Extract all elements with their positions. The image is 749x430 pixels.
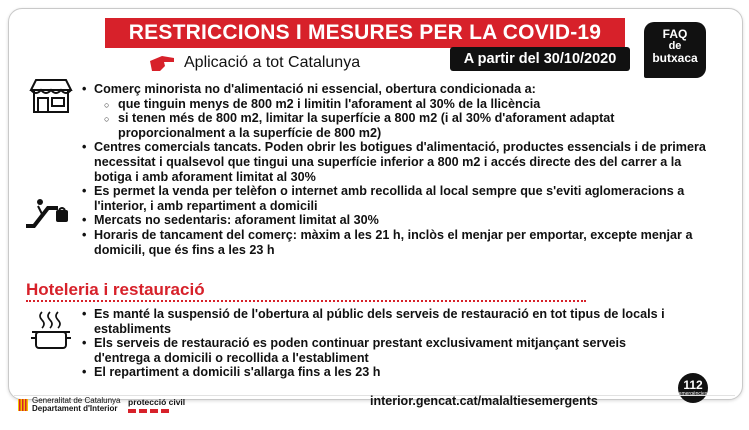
- footer-url-link[interactable]: interior.gencat.cat/malaltiesemergents: [370, 394, 598, 408]
- faq-line1: FAQ: [662, 27, 688, 41]
- gencat-logo: [18, 397, 121, 413]
- faq-badge: [644, 22, 706, 78]
- list-item: ○ si tenen més de 800 m2, limitar la superfície a 800 m2 (i al 30% d'aforament adaptat proporcionalment a la superfície de 800 m2): [104, 111, 722, 140]
- shop-icon: [28, 76, 74, 116]
- subtitle-text: Aplicació a tot Catalunya: [184, 54, 361, 71]
- hospitality-list: [82, 307, 682, 380]
- list-item: • El repartiment a domicili s'allarga fins a les 23 h: [82, 365, 682, 380]
- list-item: • Horaris de tancament del comerç: màxim a les 21 h, inclòs el menjar per emportar, excepte menjar a domicili, que és fins a les 23 h: [82, 228, 722, 257]
- list-item: • Comerç minorista no d'alimentació ni essencial, obertura condicionada a: ○ que tinguin menys de 800 m2 i limitin l'aforament al 30% de la llicència ○ si tenen més de 800 m2, limitar la superfície a 800 m2 (i al 30% d'aforament adaptat proporcionalment a la superfície de 800 m2): [82, 82, 722, 140]
- list-item: • Es permet la venda per telèfon o internet amb recollida al local sempre que s'eviti aglomeracions a l'interior, i amb repartiment a domicili: [82, 184, 722, 213]
- faq-line2: de: [668, 40, 682, 52]
- gencat-flag-icon: [18, 399, 28, 411]
- list-item: • Mercats no sedentaris: aforament limitat al 30%: [82, 213, 722, 228]
- cooking-pot-icon: [30, 310, 72, 354]
- commerce-sublist: [94, 97, 722, 141]
- page-title: RESTRICCIONS I MESURES PER LA COVID-19: [105, 18, 625, 48]
- faq-line3: butxaca: [652, 51, 698, 65]
- emergency-112-badge: [678, 373, 708, 403]
- hospitality-section: [82, 307, 682, 380]
- emergency-label: emergències: [678, 391, 708, 397]
- pointing-hand-icon: [148, 52, 176, 74]
- section-title-hospitality: Hoteleria i restauració: [26, 280, 205, 299]
- list-item: • Centres comercials tancats. Poden obrir les botigues d'alimentació, productes essencials i de primera necessitat i qualsevol que tingui una superfície inferior a 800 m2 i accés directe des del carrer a la botiga i amb aforament limitat al 30%: [82, 140, 722, 184]
- proteccio-civil-logo: protecció civil: [128, 397, 185, 413]
- commerce-list: [82, 82, 722, 257]
- list-item: • Es manté la suspensió de l'obertura al públic dels serveis de restauració en tot tipus de locals i establiments: [82, 307, 682, 336]
- dotted-divider: [26, 300, 586, 302]
- proteccio-civil-bars-icon: [128, 409, 185, 413]
- commerce-section: [82, 82, 722, 257]
- escalator-icon: [24, 196, 72, 234]
- list-item: • Els serveis de restauració es poden continuar prestant exclusivament mitjançant serveis d'entrega a domicili o recollida a l'establiment: [82, 336, 682, 365]
- date-badge: A partir del 30/10/2020: [450, 47, 630, 71]
- gencat-text: Generalitat de Catalunya Departament d'Interior: [32, 396, 121, 413]
- subtitle: [148, 52, 360, 74]
- emergency-number: 112: [683, 378, 703, 392]
- list-item: ○ que tinguin menys de 800 m2 i limitin l'aforament al 30% de la llicència: [104, 97, 722, 112]
